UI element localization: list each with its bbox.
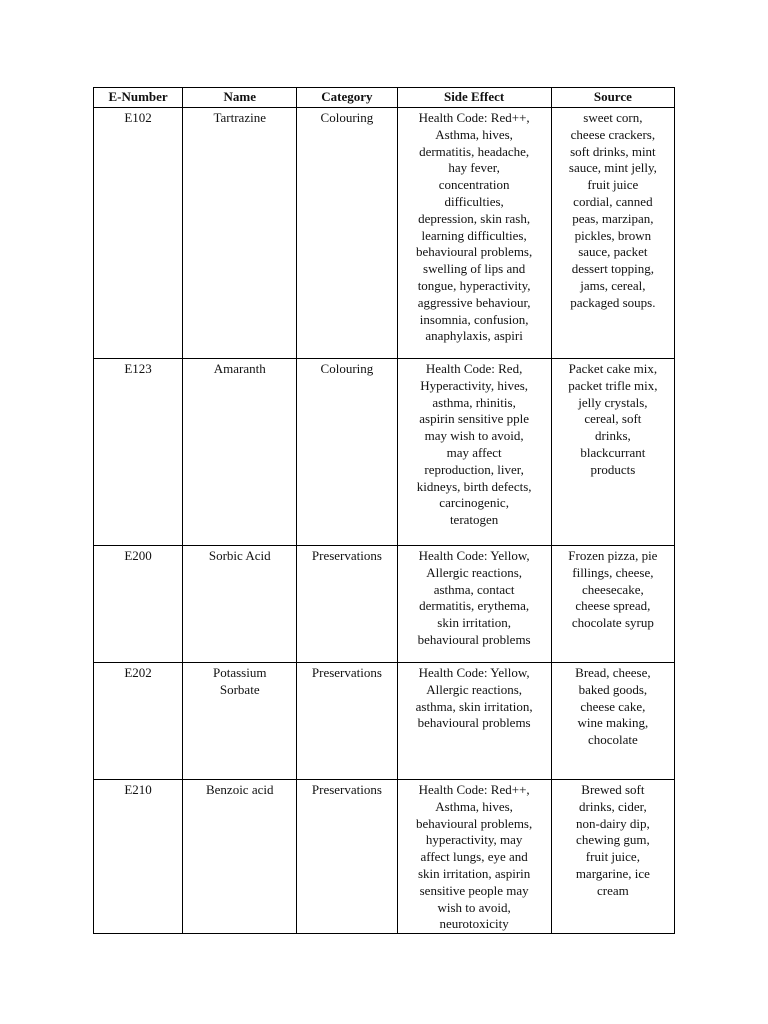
cell-category: Preservations	[297, 780, 397, 934]
cell-source: Brewed soft drinks, cider, non-dairy dip, chewing gum, fruit juice, margarine, ice cream	[551, 780, 674, 934]
table-row	[94, 663, 675, 780]
cell-source: Bread, cheese, baked goods, cheese cake, wine making, chocolate	[551, 663, 674, 780]
table-row	[94, 546, 675, 663]
food-additives-table	[93, 87, 675, 934]
table-header-row	[94, 88, 675, 108]
cell-e-number: E202	[94, 663, 183, 780]
table-row	[94, 108, 675, 359]
cell-side-effect: Health Code: Yellow, Allergic reactions, asthma, contact dermatitis, erythema, skin irritation, behavioural problems	[397, 546, 551, 663]
cell-category: Preservations	[297, 663, 397, 780]
table-row	[94, 780, 675, 934]
cell-side-effect: Health Code: Red, Hyperactivity, hives, asthma, rhinitis, aspirin sensitive pple may wish to avoid, may affect reproduction, liver, kidneys, birth defects, carcinogenic, teratogen	[397, 359, 551, 546]
cell-name: Sorbic Acid	[183, 546, 297, 663]
table-row	[94, 359, 675, 546]
cell-side-effect: Health Code: Red++, Asthma, hives, behavioural problems, hyperactivity, may affect lungs, eye and skin irritation, aspirin sensitive people may wish to avoid, neurotoxicity	[397, 780, 551, 934]
header-source: Source	[551, 88, 674, 108]
cell-e-number: E200	[94, 546, 183, 663]
cell-category: Colouring	[297, 359, 397, 546]
cell-name: Potassium Sorbate	[183, 663, 297, 780]
cell-name: Benzoic acid	[183, 780, 297, 934]
header-e-number: E-Number	[94, 88, 183, 108]
cell-category: Colouring	[297, 108, 397, 359]
cell-source: sweet corn, cheese crackers, soft drinks, mint sauce, mint jelly, fruit juice cordial, canned peas, marzipan, pickles, brown sauce, packet dessert topping, jams, cereal, packaged soups.	[551, 108, 674, 359]
cell-e-number: E102	[94, 108, 183, 359]
header-name: Name	[183, 88, 297, 108]
cell-name: Tartrazine	[183, 108, 297, 359]
cell-category: Preservations	[297, 546, 397, 663]
cell-side-effect: Health Code: Red++, Asthma, hives, dermatitis, headache, hay fever, concentration difficulties, depression, skin rash, learning difficulties, behavioural problems, swelling of lips and tongue, hyperactivity, aggressive behaviour, insomnia, confusion, anaphylaxis, aspiri	[397, 108, 551, 359]
cell-source: Packet cake mix, packet trifle mix, jelly crystals, cereal, soft drinks, blackcurrant products	[551, 359, 674, 546]
header-category: Category	[297, 88, 397, 108]
cell-e-number: E123	[94, 359, 183, 546]
cell-side-effect: Health Code: Yellow, Allergic reactions, asthma, skin irritation, behavioural problems	[397, 663, 551, 780]
cell-e-number: E210	[94, 780, 183, 934]
cell-name: Amaranth	[183, 359, 297, 546]
header-side-effect: Side Effect	[397, 88, 551, 108]
cell-source: Frozen pizza, pie fillings, cheese, cheesecake, cheese spread, chocolate syrup	[551, 546, 674, 663]
